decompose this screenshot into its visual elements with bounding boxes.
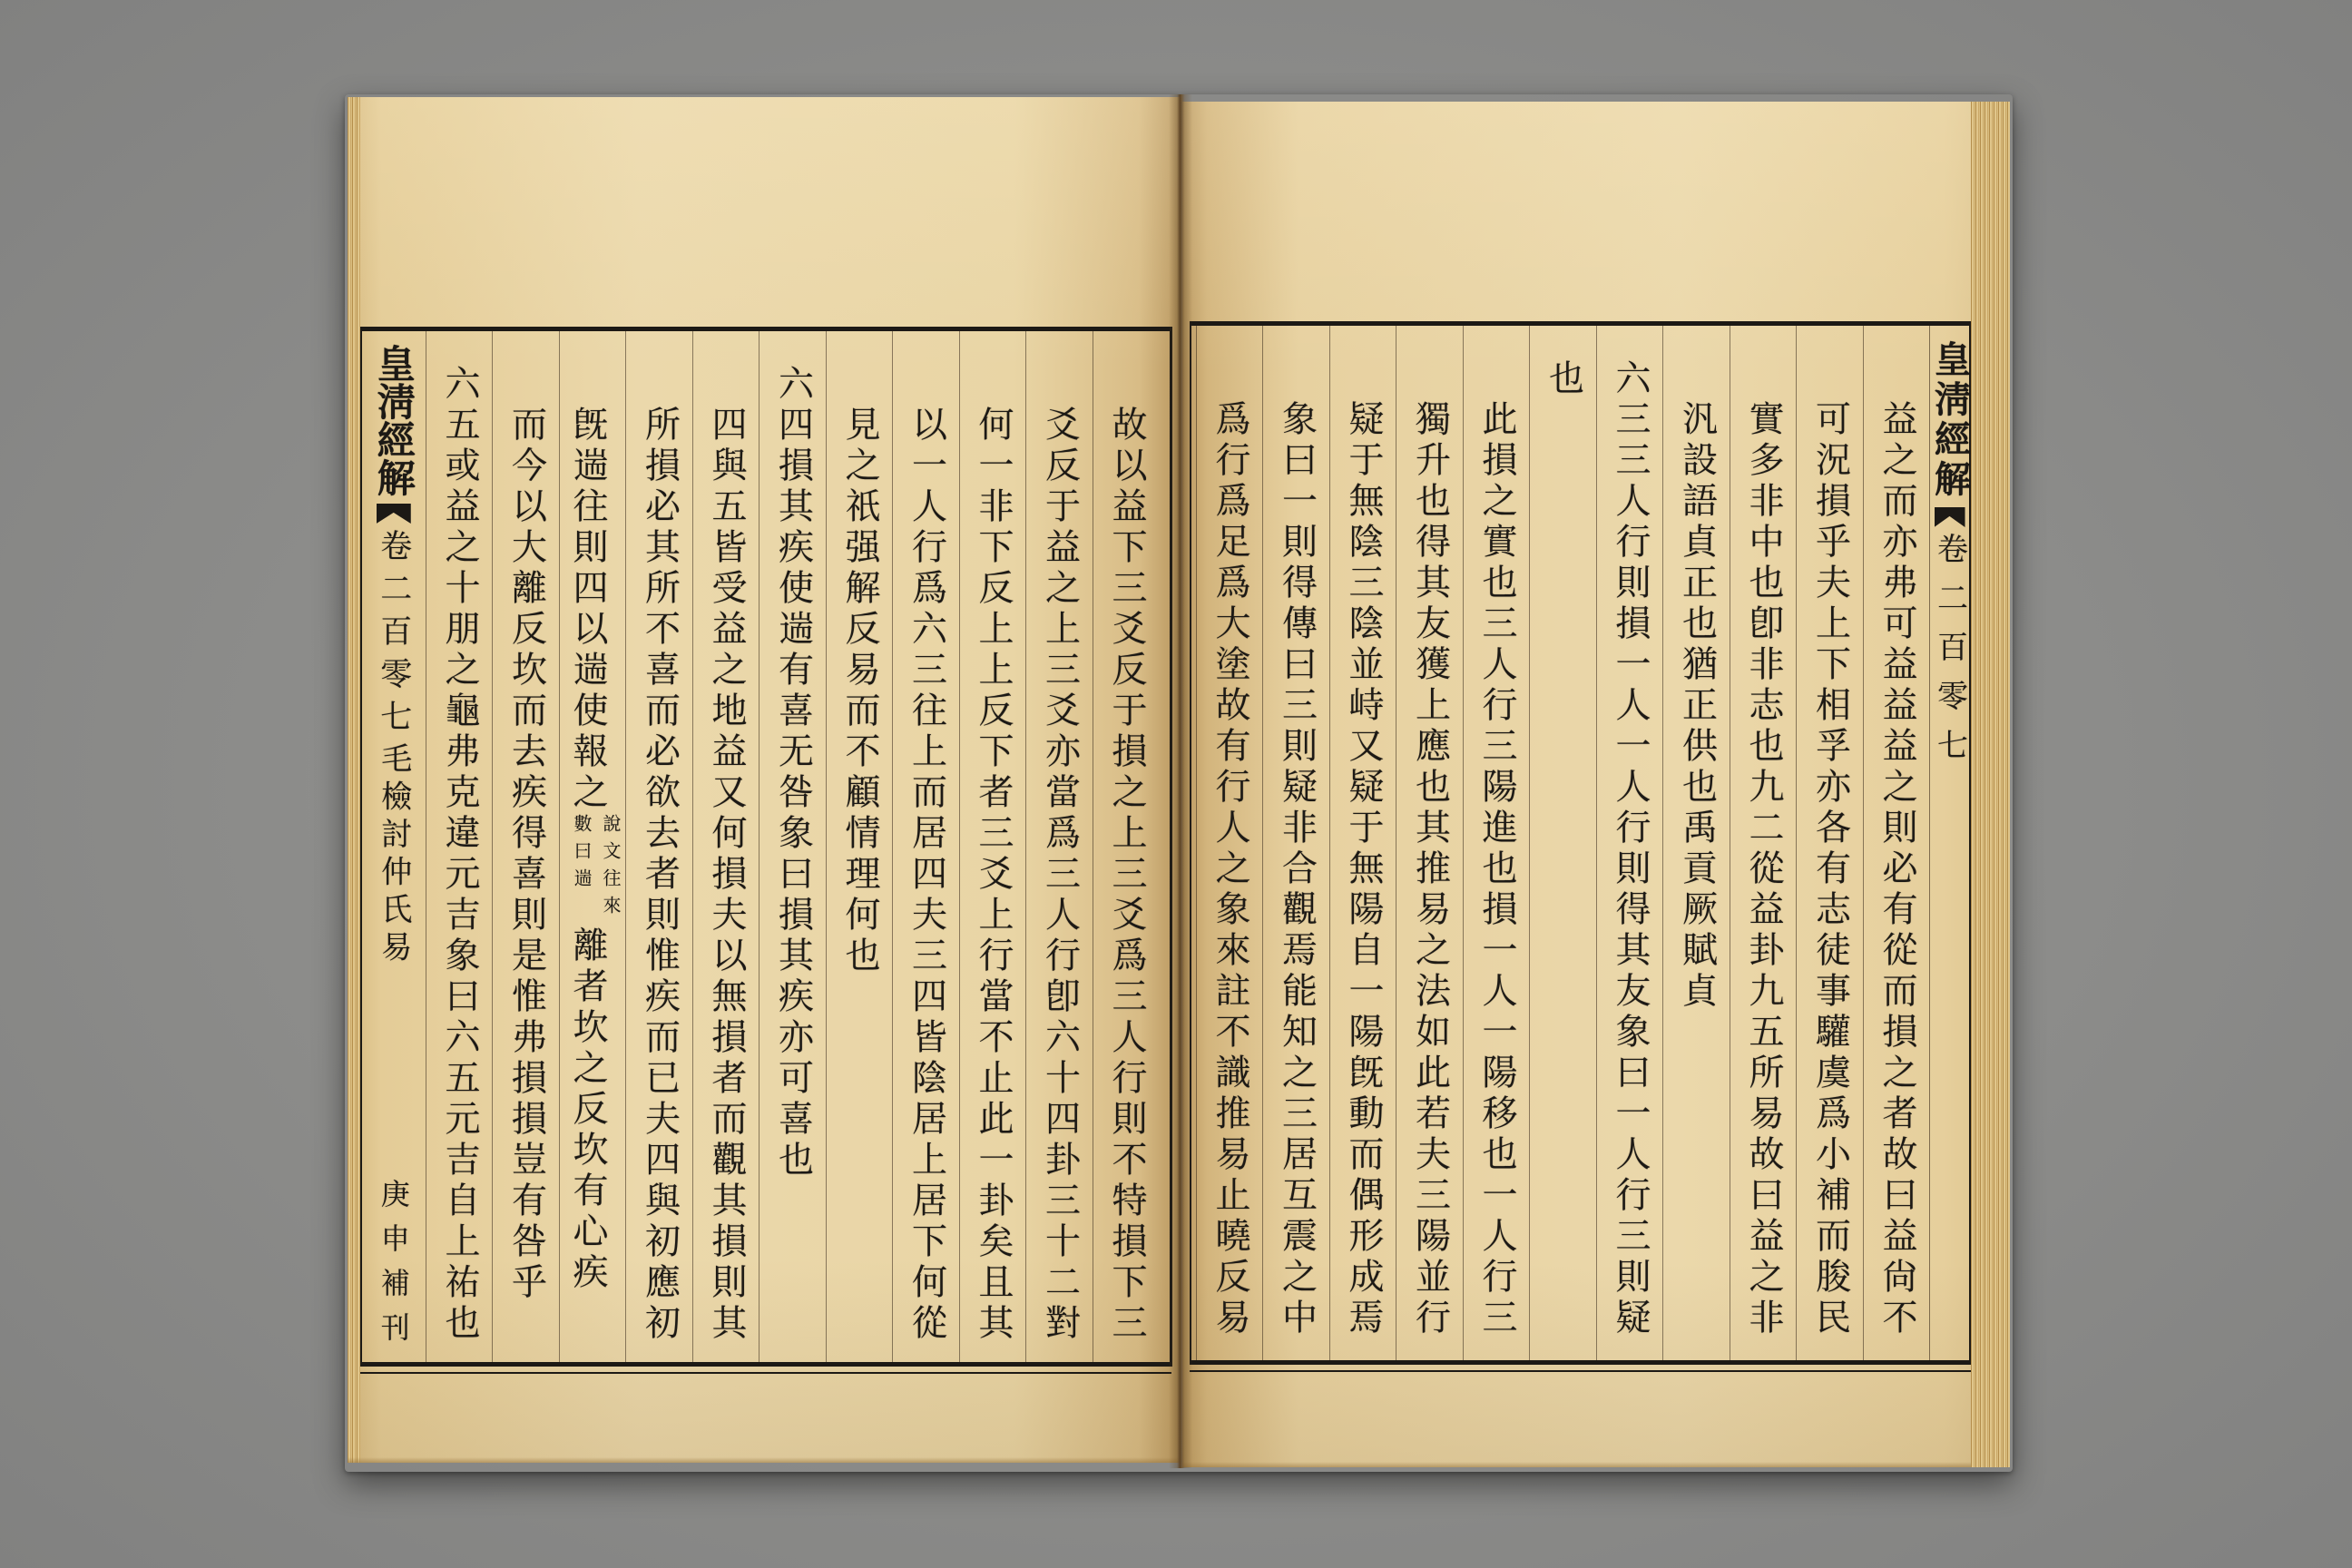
text-column: 而今以大離反坎而去疾得喜則是惟弗損損豈有咎乎 — [492, 331, 559, 1362]
interlinear-note: 說文往來數曰遄 — [571, 814, 622, 923]
text-column: 六四損其疾使遄有喜无咎象曰損其疾亦可喜也 — [759, 331, 826, 1362]
right-page — [1182, 102, 2010, 1467]
text-frame — [1190, 321, 1971, 1365]
text-column: 六三三人行則損一人一人行則得其友象曰一人行三則疑 — [1596, 326, 1663, 1360]
page-stack-edge — [348, 97, 360, 1463]
center-margin — [362, 331, 426, 1362]
text-column: 獨升也得其友獲上應也其推易之法如此若夫三陽並行 — [1396, 326, 1463, 1360]
center-margin — [1928, 326, 1972, 1360]
text-frame — [360, 327, 1172, 1367]
volume-label: 卷二百零七 — [375, 529, 412, 742]
text-column: 實多非中也卽非志也九二從益卦九五所易故曰益之非 — [1730, 326, 1797, 1360]
text-column: 疑于無陰三陰並峙又疑于無陽自一陽旣動而偶形成焉 — [1329, 326, 1396, 1360]
text-column: 以一人行爲六三往上而居四夫三四皆陰居上居下何從 — [892, 331, 959, 1362]
column-text: 離者坎之反坎有心疾 — [567, 926, 608, 1294]
text-column: 何一非下反上上反下者三爻上行當不止此一卦矣且其 — [959, 331, 1026, 1362]
text-column: 六五或益之十朋之龜弗克違元吉象曰六五元吉自上祐也 — [426, 331, 493, 1362]
page-bottom-edge — [1182, 1462, 2010, 1467]
text-column: 也 — [1529, 326, 1596, 1360]
text-column: 象曰一則得傳曰三則疑非合觀焉能知之三居互震之中 — [1262, 326, 1329, 1360]
text-column: 汎設語貞正也猶正供也禹貢厥賦貞 — [1662, 326, 1730, 1360]
text-column: 爲行爲足爲大塗故有行人之象來註不識推易止曉反易 — [1196, 326, 1263, 1360]
margin-title: 皇淸經解 — [371, 344, 416, 496]
margin-title: 皇淸經解 — [1928, 340, 1972, 500]
column-text: 旣遄往則四以遄使報之 — [567, 406, 608, 814]
text-column: 益之而亦弗可益益益之則必有從而損之者故曰益尙不 — [1863, 326, 1930, 1360]
text-column: 四與五皆受益之地益又何損夫以無損者而觀其損則其 — [692, 331, 760, 1362]
colophon: 庚申補刊 — [376, 1179, 411, 1357]
page-stack-edge — [1971, 102, 2010, 1467]
text-column: 見之祇强解反易而不顧情理何也 — [826, 331, 893, 1362]
text-column: 此損之實也三人行三陽進也損一人一陽移也一人行三 — [1463, 326, 1530, 1360]
fish-tail-mark — [1935, 507, 1965, 527]
work-title: 毛檢討仲氏易 — [375, 742, 412, 968]
book-gutter — [1169, 94, 1192, 1468]
text-column: 可況損乎夫上下相孚亦各有志徒事驩虞爲小補而朘民 — [1796, 326, 1863, 1360]
page-bottom-edge — [348, 1457, 1181, 1463]
text-column: 爻反于益之上三爻亦當爲三人行卽六十四卦三十二對 — [1025, 331, 1093, 1362]
left-page — [348, 97, 1181, 1463]
text-column: 所損必其所不喜而必欲去者則惟疾而已夫四與初應初 — [625, 331, 692, 1362]
volume-label: 卷二百零七 — [1931, 533, 1968, 778]
text-column — [559, 331, 626, 1362]
text-column: 故以益下三爻反于損之上三爻爲三人行則不特損下三 — [1093, 331, 1160, 1362]
fish-tail-mark — [377, 504, 411, 524]
